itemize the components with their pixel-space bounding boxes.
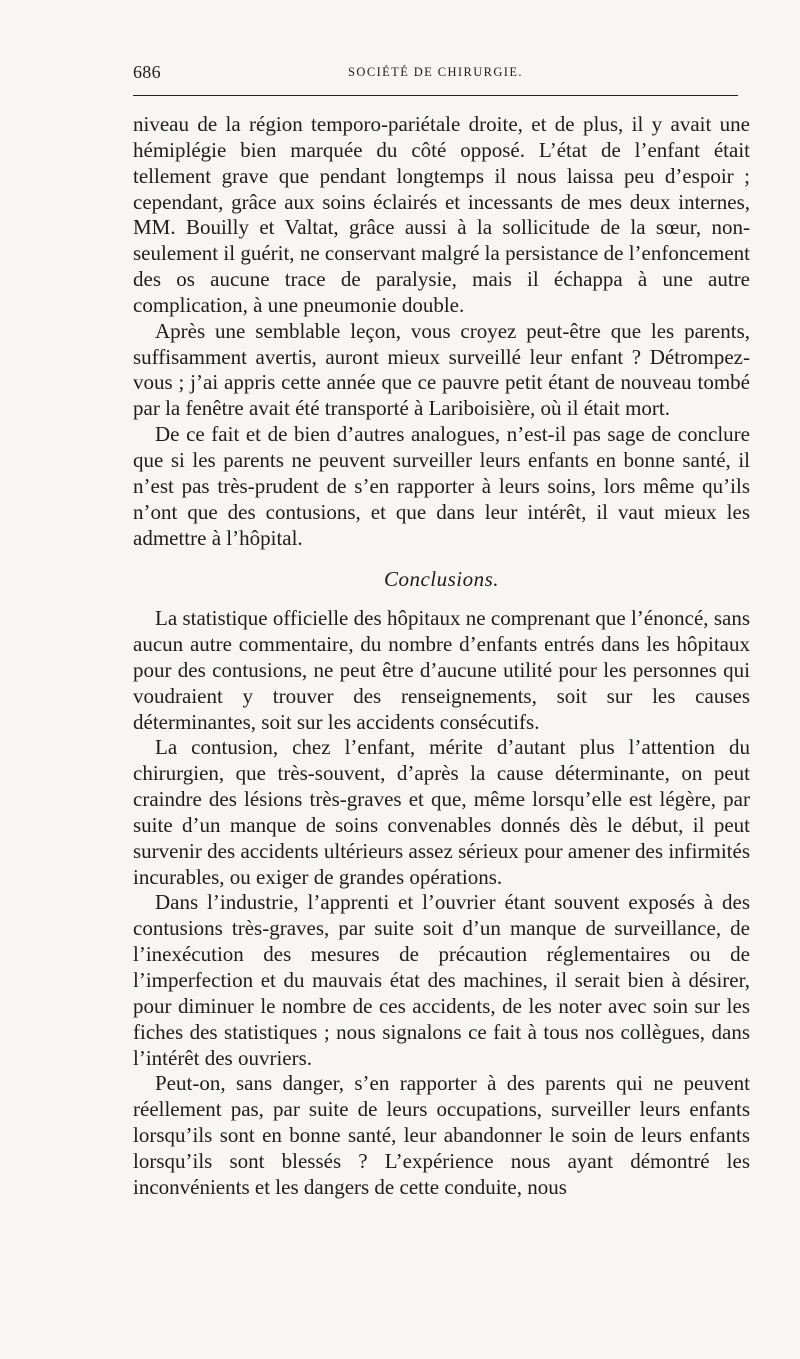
paragraph: La contusion, chez l’enfant, mérite d’autant plus l’attention du chirurgien, que très-souvent, d’après la cause déterminante, on peut craindre des lésions très-graves et que, même lorsqu’elle est légère, par suite d’un manque de soins convenables donnés dès le début, il peut survenir des accidents ultérieurs assez sérieux pour amener des infirmités incurables, ou exiger de grandes opérations. <box>133 735 750 889</box>
header-rule <box>133 95 738 96</box>
page-number: 686 <box>133 62 161 82</box>
paragraph: Peut-on, sans danger, s’en rapporter à des parents qui ne peuvent réellement pas, par suite de leurs occupations, surveiller leurs enfants lorsqu’ils sont en bonne santé, leur abandonner le soin de leurs enfants lorsqu’ils sont blessés ? L’expérience nous ayant démontré les inconvénients et les dangers de cette conduite, nous <box>133 1071 750 1199</box>
page-header <box>133 62 738 86</box>
paragraph: De ce fait et de bien d’autres analogues, n’est-il pas sage de conclure que si les parents ne peuvent surveiller leurs enfants en bonne santé, il n’est pas très-prudent de s’en rapporter à leurs soins, lors même qu’ils n’ont que des contusions, et que dans leur intérêt, il vaut mieux les admettre à l’hôpital. <box>133 422 750 550</box>
paragraph: La statistique officielle des hôpitaux ne comprenant que l’énoncé, sans aucun autre commentaire, du nombre d’enfants entrés dans les hôpitaux pour des contusions, ne peut être d’aucune utilité pour les personnes qui voudraient y trouver des renseignements, soit sur les causes déterminantes, soit sur les accidents consécutifs. <box>133 606 750 734</box>
paragraph: niveau de la région temporo-pariétale droite, et de plus, il y avait une hémiplégie bien marquée du côté opposé. L’état de l’enfant était tellement grave que pendant longtemps il nous laissa peu d’espoir ; cependant, grâce aux soins éclairés et incessants de mes deux internes, MM. Bouilly et Valtat, grâce aussi à la sollicitude de la sœur, non-seulement il guérit, ne conservant malgré la persistance de l’enfoncement des os aucune trace de paralysie, mais il échappa à une autre complication, à une pneumonie double. <box>133 112 750 317</box>
body-text <box>133 112 750 1201</box>
paragraph: Dans l’industrie, l’apprenti et l’ouvrier étant souvent exposés à des contusions très-graves, par suite soit d’un manque de surveillance, de l’inexécution des mesures de précaution réglementaires ou de l’imperfection et du mauvais état des machines, il serait bien à désirer, pour diminuer le nombre de ces accidents, de les noter avec soin sur les fiches des statistiques ; nous signalons ce fait à tous nos collègues, dans l’intérêt des ouvriers. <box>133 890 750 1070</box>
paragraph: Après une semblable leçon, vous croyez peut-être que les parents, suffisamment avertis, auront mieux surveillé leur enfant ? Détrompez-vous ; j’ai appris cette année que ce pauvre petit étant de nouveau tombé par la fenêtre avait été transporté à Lariboisière, où il était mort. <box>133 318 750 421</box>
section-heading: Conclusions. <box>383 567 500 592</box>
running-head: SOCIÉTÉ DE CHIRURGIE. <box>348 65 523 79</box>
